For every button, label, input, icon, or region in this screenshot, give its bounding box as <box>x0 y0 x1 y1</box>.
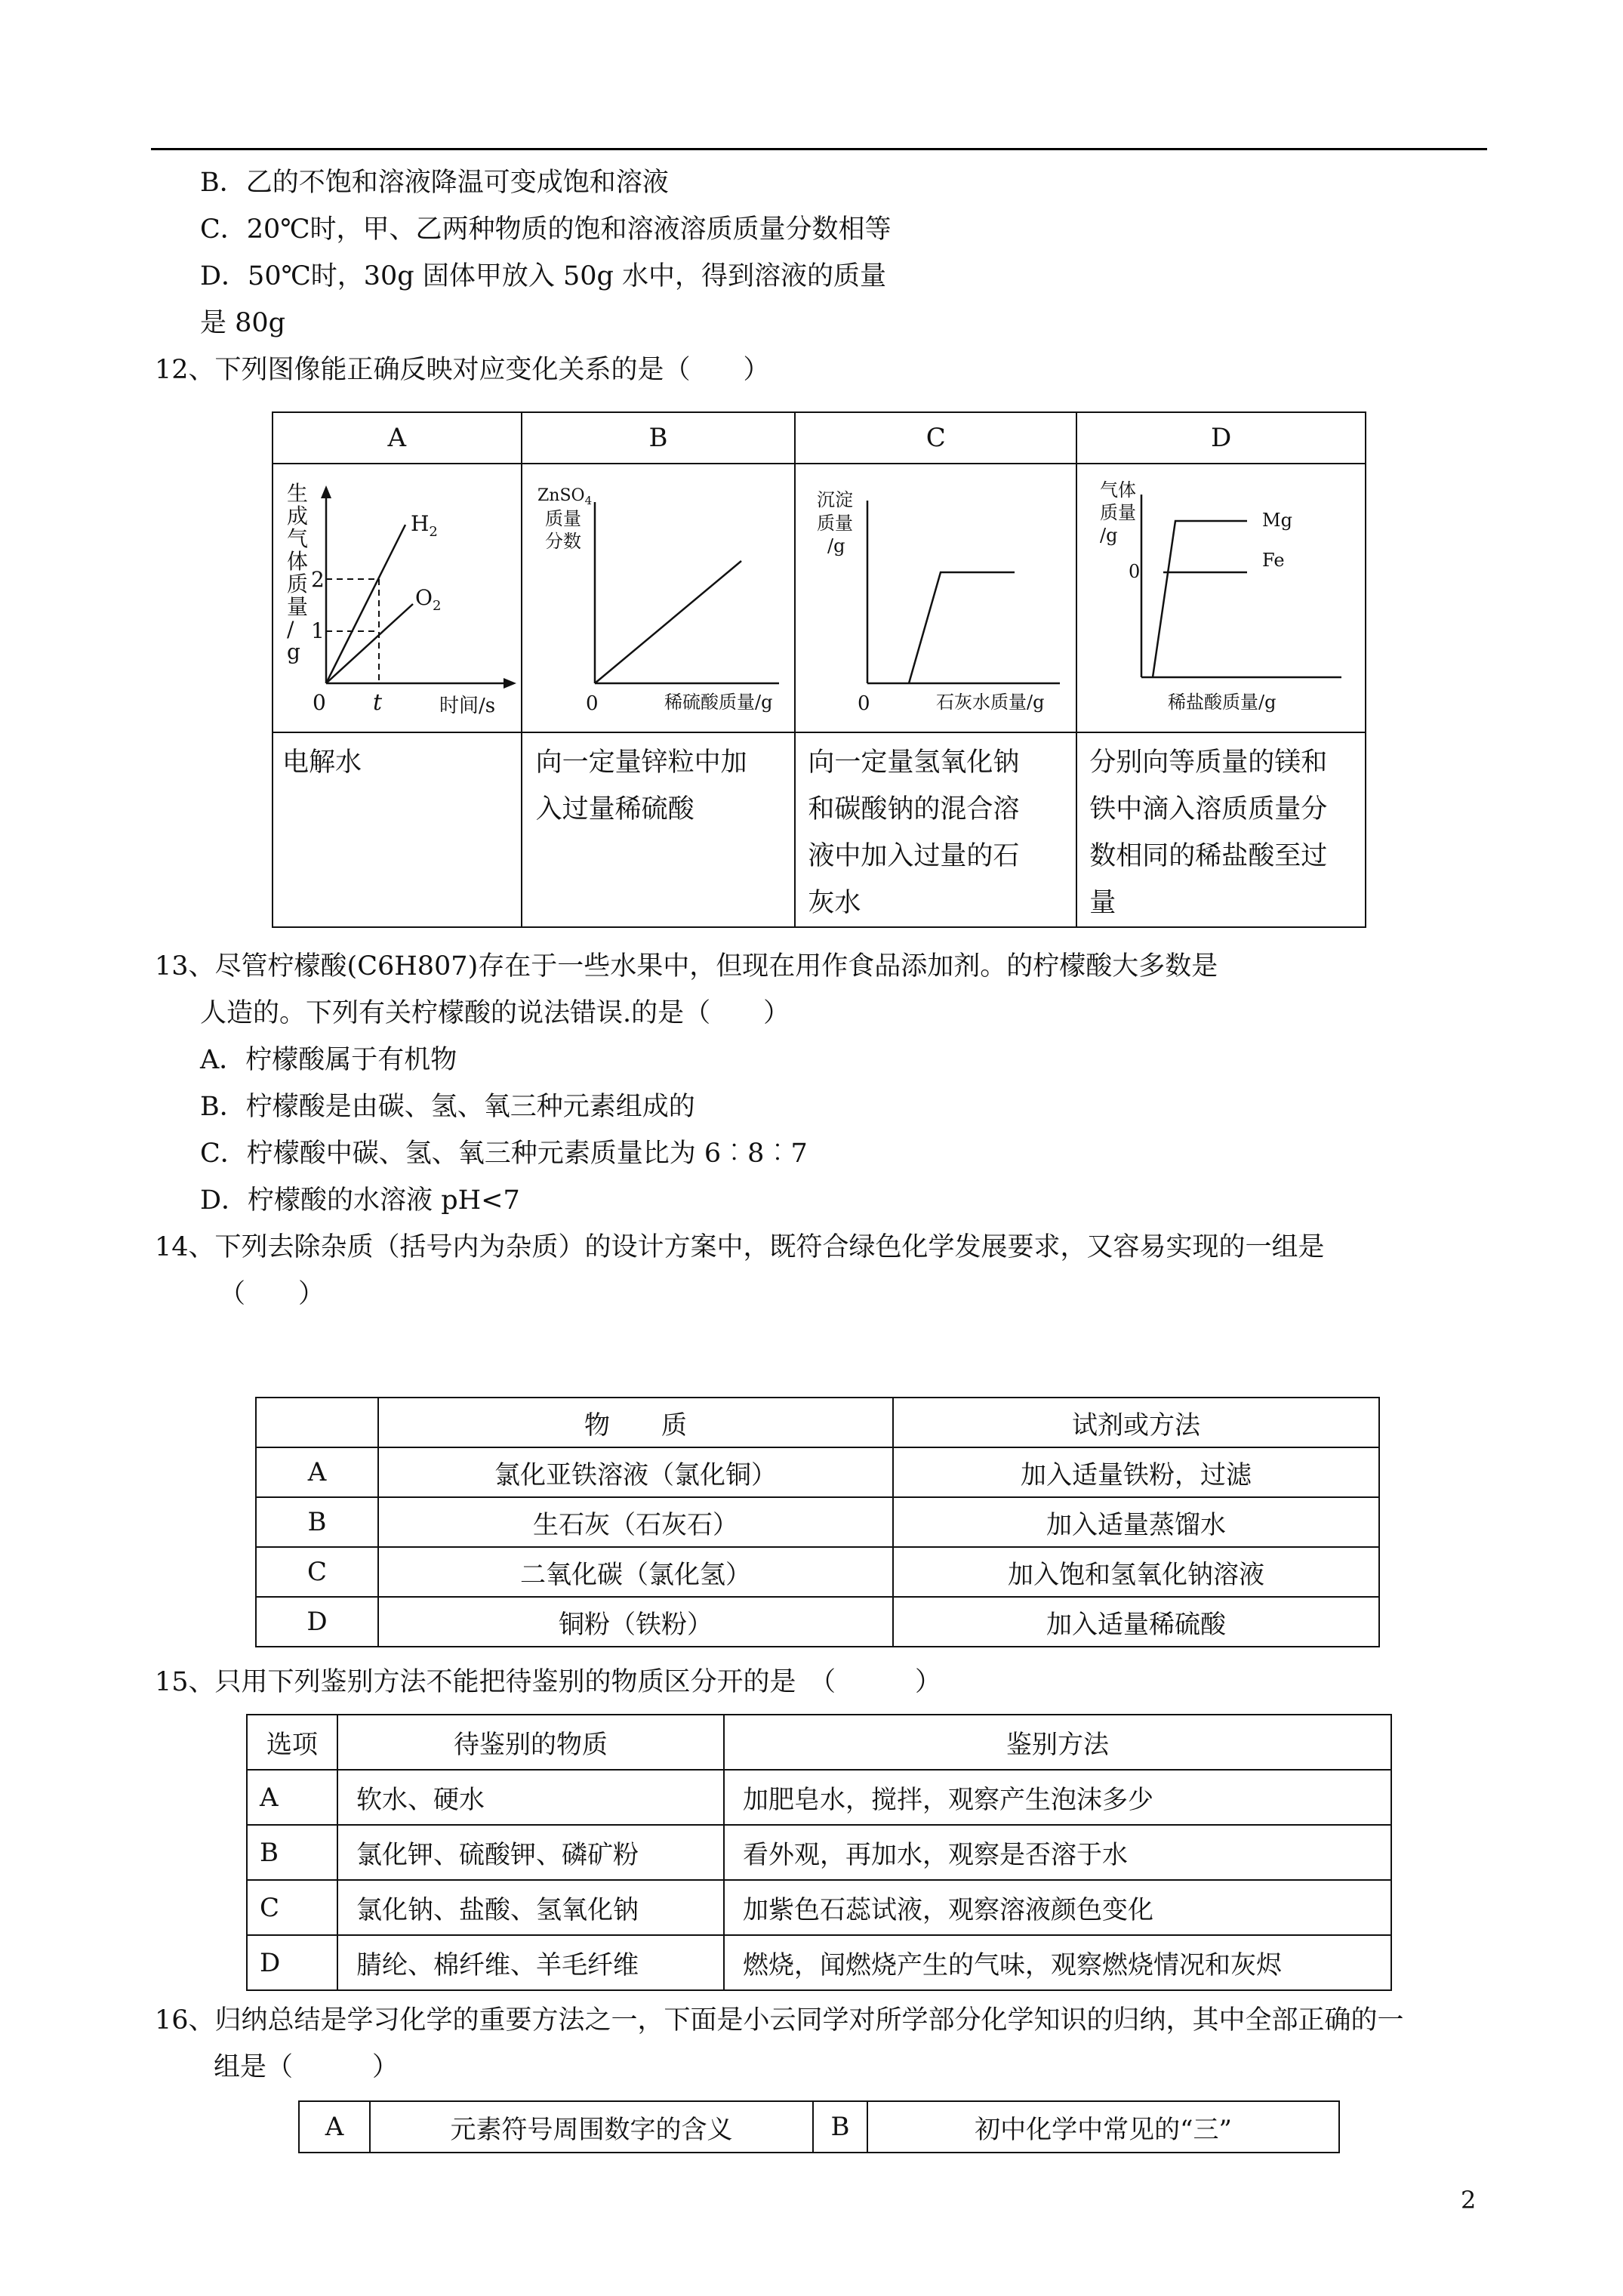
page-number: 2 <box>1461 2186 1477 2214</box>
q14-row-b-method: 加入适量蒸馏水 <box>893 1497 1379 1547</box>
q13-option-a: A．柠檬酸属于有机物 <box>200 1045 457 1075</box>
graph-b-ylabel-1: ZnSO$_4$ <box>537 486 592 507</box>
q14-row-a-substance: 氯化亚铁溶液（氯化铜） <box>378 1447 893 1497</box>
q14-row-a-method: 加入适量铁粉，过滤 <box>893 1447 1379 1497</box>
graph-a-xlabel: 时间/s <box>439 695 496 717</box>
graph-d-origin: 0 <box>1129 561 1141 582</box>
q12-desc-b: 向一定量锌粒中加 入过量稀硫酸 <box>522 732 796 927</box>
q12-header-b: B <box>522 412 796 464</box>
q16-cell-a: A <box>299 2101 370 2153</box>
q16-stem-2: 组是（ ） <box>214 2052 399 2082</box>
table-row <box>256 1447 1379 1497</box>
graph-c <box>796 464 1075 725</box>
graph-a-ylabel-8: g <box>287 639 300 664</box>
q16-stem-1: 16、归纳总结是学习化学的重要方法之一，下面是小云同学对所学部分化学知识的归纳，其中全部正确的一 <box>155 2005 1404 2036</box>
graph-d-ylabel-3: /g <box>1100 525 1118 546</box>
graph-b-line <box>595 561 741 683</box>
graph-b-ylabel-2: 质量 <box>544 508 581 529</box>
graph-a-origin: 0 <box>313 690 326 715</box>
graph-a-ylabel-4: 体 <box>287 549 309 574</box>
graph-a-ylabel-1: 生 <box>287 481 309 506</box>
header-rule <box>151 148 1487 150</box>
graph-a-ylabel-7: / <box>287 617 294 642</box>
q12-table <box>272 411 1366 928</box>
graph-c-ylabel-3: /g <box>827 535 845 556</box>
q15-row-c-option: C <box>247 1880 337 1935</box>
q12-header-c: C <box>795 412 1076 464</box>
q15-header-method: 鉴别方法 <box>724 1715 1391 1770</box>
q14-stem-2: （ ） <box>219 1279 325 1309</box>
q13-option-d: D．柠檬酸的水溶液 pH<7 <box>200 1185 520 1216</box>
graph-a-o2-label: $O_2$ <box>415 585 442 614</box>
q12-stem: 12、下列图像能正确反映对应变化关系的是（ ） <box>155 355 770 385</box>
q15-row-b-option: B <box>247 1825 337 1880</box>
graph-a-y-arrow <box>321 485 331 498</box>
q14-row-d-substance: 铜粉（铁粉） <box>378 1597 893 1647</box>
q12-desc-d: 分别向等质量的镁和 铁中滴入溶质质量分 数相同的稀盐酸至过 量 <box>1076 732 1366 927</box>
q14-row-c-option: C <box>256 1547 378 1597</box>
q15-row-b-substance: 氯化钾、硫酸钾、磷矿粉 <box>337 1825 724 1880</box>
q14-header-method: 试剂或方法 <box>893 1398 1379 1447</box>
q11-option-b: B．乙的不饱和溶液降温可变成饱和溶液 <box>200 168 669 198</box>
graph-d-fe-label: Fe <box>1262 550 1285 571</box>
q14-table <box>255 1397 1380 1647</box>
q14-row-d-option: D <box>256 1597 378 1647</box>
graph-d-ylabel-2: 质量 <box>1100 502 1137 523</box>
q13-option-b: B．柠檬酸是由碳、氢、氧三种元素组成的 <box>200 1092 695 1122</box>
graph-a-ylabel-5: 质 <box>287 572 309 596</box>
q15-row-d-option: D <box>247 1935 337 1990</box>
graph-a-tick-2: 2 <box>311 567 325 592</box>
q14-row-a-option: A <box>256 1447 378 1497</box>
graph-c-xlabel: 石灰水质量/g <box>936 692 1045 713</box>
q12-graph-c-cell <box>795 464 1076 732</box>
graph-a <box>273 464 520 725</box>
q12-graph-b-cell <box>522 464 796 732</box>
q13-stem-1: 13、尽管柠檬酸(C6H807)存在于一些水果中，但现在用作食品添加剂。的柠檬酸大多数是 <box>155 951 1218 982</box>
q13-option-c: C．柠檬酸中碳、氢、氧三种元素质量比为 6︰8︰7 <box>200 1139 808 1169</box>
q11-option-d-cont: 是 80g <box>200 308 286 338</box>
q15-header-option: 选项 <box>247 1715 337 1770</box>
q15-header-substance: 待鉴别的物质 <box>337 1715 724 1770</box>
q11-option-d: D．50℃时，30g 固体甲放入 50g 水中，得到溶液的质量 <box>200 261 887 291</box>
graph-d-ylabel-1: 气体 <box>1100 479 1137 501</box>
table-row <box>256 1547 1379 1597</box>
q15-row-a-method: 加肥皂水，搅拌，观察产生泡沫多少 <box>724 1770 1391 1825</box>
graph-c-ylabel-2: 质量 <box>817 513 854 534</box>
table-row <box>247 1935 1391 1990</box>
graph-b-origin: 0 <box>585 692 599 715</box>
graph-d-mg-line <box>1153 521 1247 677</box>
graph-d-xlabel: 稀盐酸质量/g <box>1168 692 1277 713</box>
q16-cell-a-title: 元素符号周围数字的含义 <box>370 2101 813 2153</box>
q16-cell-b-title: 初中化学中常见的“三” <box>867 2101 1339 2153</box>
q15-row-c-substance: 氯化钠、盐酸、氢氧化钠 <box>337 1880 724 1935</box>
q16-cell-b: B <box>813 2101 867 2153</box>
q12-desc-c: 向一定量氢氧化钠 和碳酸钠的混合溶 液中加入过量的石 灰水 <box>795 732 1076 927</box>
q15-stem: 15、只用下列鉴别方法不能把待鉴别的物质区分开的是 （ ） <box>155 1667 942 1697</box>
graph-a-h2-label: $H_2$ <box>411 511 438 540</box>
graph-a-x-arrow <box>504 678 516 689</box>
table-row <box>247 1880 1391 1935</box>
q14-row-b-option: B <box>256 1497 378 1547</box>
table-row <box>247 1825 1391 1880</box>
q14-stem-1: 14、下列去除杂质（括号内为杂质）的设计方案中，既符合绿色化学发展要求，又容易实现的一组是 <box>155 1232 1325 1262</box>
graph-a-ylabel-6: 量 <box>287 594 309 619</box>
q12-header-d: D <box>1076 412 1366 464</box>
q15-row-c-method: 加紫色石蕊试液，观察溶液颜色变化 <box>724 1880 1391 1935</box>
graph-d-mg-label: Mg <box>1262 510 1293 531</box>
table-row <box>256 1597 1379 1647</box>
graph-a-tick-1: 1 <box>311 618 325 643</box>
q14-row-c-method: 加入饱和氢氧化钠溶液 <box>893 1547 1379 1597</box>
graph-a-ylabel-2: 成 <box>287 504 309 529</box>
q14-header-option <box>256 1398 378 1447</box>
q12-desc-a: 电解水 <box>273 732 522 927</box>
q12-header-a: A <box>273 412 522 464</box>
q14-header-substance: 物 质 <box>378 1398 893 1447</box>
graph-a-o2-line <box>326 604 413 683</box>
table-row <box>247 1770 1391 1825</box>
graph-d <box>1077 464 1364 725</box>
graph-c-origin: 0 <box>858 692 870 715</box>
q16-table <box>298 2100 1340 2153</box>
q13-stem-2: 人造的。下列有关柠檬酸的说法错误.的是（ ） <box>200 998 790 1028</box>
q14-row-b-substance: 生石灰（石灰石） <box>378 1497 893 1547</box>
q15-row-d-method: 燃烧，闻燃烧产生的气味，观察燃烧情况和灰烬 <box>724 1935 1391 1990</box>
q11-option-c: C．20℃时，甲、乙两种物质的饱和溶液溶质质量分数相等 <box>200 214 892 245</box>
q12-graph-d-cell <box>1076 464 1366 732</box>
q15-row-a-option: A <box>247 1770 337 1825</box>
graph-c-ylabel-1: 沉淀 <box>817 489 854 510</box>
graph-c-line <box>909 572 1015 683</box>
graph-b-xlabel: 稀硫酸质量/g <box>664 692 773 713</box>
q15-row-d-substance: 腈纶、棉纤维、羊毛纤维 <box>337 1935 724 1990</box>
table-row <box>256 1497 1379 1547</box>
q15-row-b-method: 看外观，再加水，观察是否溶于水 <box>724 1825 1391 1880</box>
graph-a-ylabel-3: 气 <box>287 526 309 551</box>
graph-b <box>522 464 794 725</box>
q14-row-c-substance: 二氧化碳（氯化氢） <box>378 1547 893 1597</box>
graph-a-h2-line <box>326 525 405 683</box>
q15-table <box>246 1714 1392 1991</box>
q14-row-d-method: 加入适量稀硫酸 <box>893 1597 1379 1647</box>
q15-row-a-substance: 软水、硬水 <box>337 1770 724 1825</box>
graph-b-ylabel-3: 分数 <box>544 531 581 552</box>
graph-a-t-label: t <box>373 689 383 716</box>
q12-graph-a-cell <box>273 464 522 732</box>
